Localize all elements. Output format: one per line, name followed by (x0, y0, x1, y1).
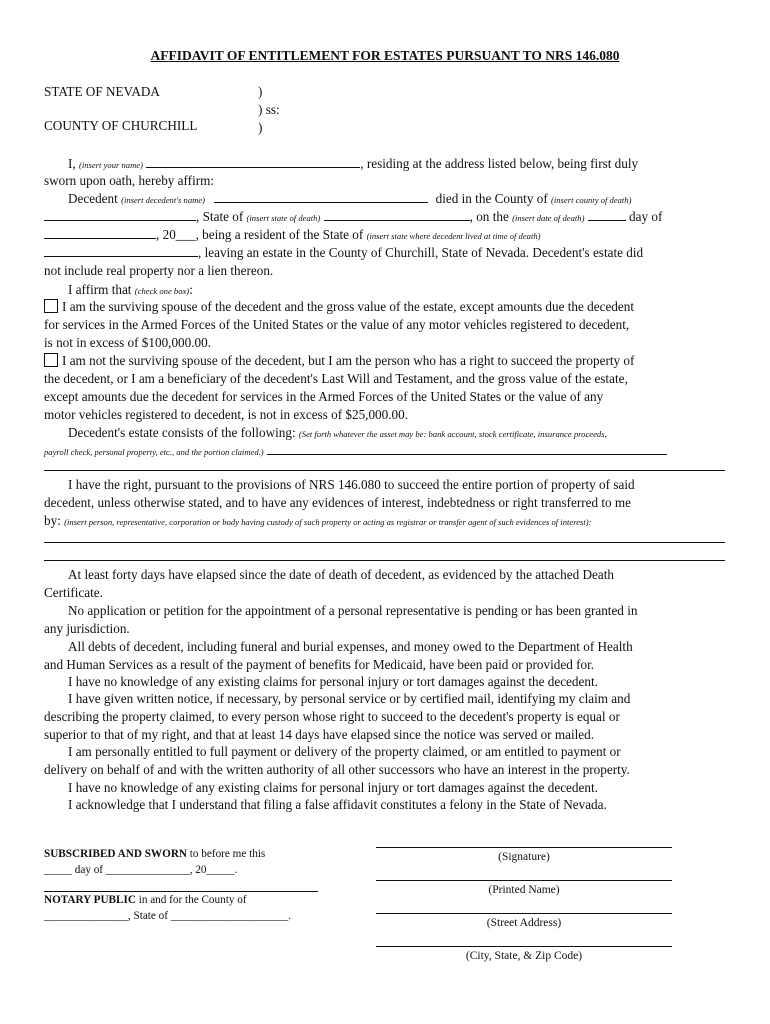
document-title: AFFIDAVIT OF ENTITLEMENT FOR ESTATES PURSUANT TO NRS 146.080 (150, 48, 620, 63)
statement-line: superior to that of my right, and that at least 14 days have elapsed since the notice was served or mailed. (44, 727, 595, 742)
decedent-line-1: Decedent (insert decedent's name) died in the County of (insert county of death) (68, 191, 632, 206)
intro-line-2: sworn upon oath, hereby affirm: (44, 173, 215, 188)
venue-paren-3: ) (258, 120, 263, 135)
statement-line: I have given written notice, if necessary, by personal service or by certified mail, identifying my claim and (68, 691, 631, 706)
assets-field-inline[interactable] (267, 443, 667, 455)
estate-line-2 (44, 442, 726, 461)
statement-line: All debts of decedent, including funeral and burial expenses, and money owed to the Department of Health (68, 639, 633, 654)
statement-line: and Human Services as a result of the payment of benefits for Medicaid, have been paid or provided for. (44, 657, 595, 672)
statement-line: delivery on behalf of and with the written authority of all other successors who have an interest in the property. (44, 762, 630, 777)
hint-custodian: (insert person, representative, corporation or body having custody of such property or acting as registrar or transfer agent of such evidences of interest): (64, 517, 592, 527)
street-address-label: (Street Address) (486, 917, 562, 929)
hint-decedent-name: (insert decedent's name) (121, 195, 206, 205)
right-line-1: I have the right, pursuant to the provisions of NRS 146.080 to succeed the entire portion of property of said (68, 477, 635, 492)
hint-county-death: (insert county of death) (551, 195, 632, 205)
assets-field-line[interactable] (44, 470, 725, 471)
venue-paren-1: ) (258, 84, 263, 99)
statement-line: I have no knowledge of any existing claims for personal injury or tort damages against the decedent. (68, 674, 598, 689)
statement-line: any jurisdiction. (44, 621, 130, 636)
signature-label: (Signature) (498, 851, 550, 863)
option-1-line-3: is not in excess of $100,000.00. (44, 335, 212, 350)
hint-assets: (Set forth whatever the asset may be: bank account, stock certificate, insurance proceeds, (298, 429, 607, 439)
option-1-line-1: I am the surviving spouse of the decedent and the gross value of the estate, except amounts due the decedent (44, 298, 726, 315)
right-line-2: decedent, unless otherwise stated, and to have any evidences of interest, indebtedness or right transferred to me (44, 495, 632, 510)
hint-state-lived: (insert state where decedent lived at time of death) (366, 231, 541, 241)
option-2-line-3: except amounts due the decedent for services in the Armed Forces of the United States or the value of any (44, 389, 604, 404)
estate-line-1: Decedent's estate consists of the following: (Set forth whatever the asset may be: bank account, stock certificate, insurance proceeds, (68, 425, 607, 440)
decedent-line-4: , leaving an estate in the County of Churchill, State of Nevada. Decedent's estate did (44, 244, 726, 261)
option-2-line-2: the decedent, or I am a beneficiary of the decedent's Last Will and Testament, and the gross value of the estate, (44, 371, 628, 386)
notary-public-line: NOTARY PUBLIC in and for the County of (44, 894, 247, 906)
custodian-field-line-1[interactable] (44, 542, 725, 543)
statement-line: I acknowledge that I understand that filing a false affidavit constitutes a felony in the State of Nevada. (68, 797, 607, 812)
your-name-field[interactable] (146, 156, 360, 168)
surviving-spouse-checkbox[interactable] (44, 299, 58, 313)
city-state-zip-label: (City, State, & Zip Code) (465, 950, 583, 962)
date-of-death-field[interactable] (588, 209, 626, 221)
statement-line: No application or petition for the appointment of a personal representative is pending or has been granted in (68, 603, 638, 618)
hint-date-death: (insert date of death) (512, 213, 585, 223)
county-of-death-field[interactable] (44, 209, 196, 221)
printed-name-field-line[interactable] (376, 880, 672, 881)
hint-check-one: (check one box) (134, 286, 190, 296)
statement-line: Certificate. (44, 585, 103, 600)
venue-county: COUNTY OF CHURCHILL (44, 118, 198, 133)
venue-state: STATE OF NEVADA (44, 84, 160, 99)
signature-field-line[interactable] (376, 847, 672, 848)
statement-line: At least forty days have elapsed since the date of death of decedent, as evidenced by the attached Death (68, 567, 614, 582)
decedent-line-2: , State of (insert state of death) , on the (insert date of death) day of (44, 208, 726, 227)
notary-signature-line[interactable] (44, 891, 318, 892)
statement-line: I have no knowledge of any existing claims for personal injury or tort damages against the decedent. (68, 780, 598, 795)
subscribed-line: SUBSCRIBED AND SWORN to before me this (44, 848, 266, 860)
statement-line: describing the property claimed, to every person whose right to succeed to the decedent's property is equal or (44, 709, 620, 724)
decedent-line-3: , 20___, being a resident of the State of (insert state where decedent lived at time of death) (44, 226, 726, 245)
city-state-zip-field-line[interactable] (376, 946, 672, 947)
affirm-line: I affirm that (check one box): (68, 282, 193, 297)
printed-name-label: (Printed Name) (488, 884, 560, 896)
hint-state-death: (insert state of death) (246, 213, 321, 223)
decedent-name-field[interactable] (214, 191, 428, 203)
state-of-death-field[interactable] (324, 209, 470, 221)
notary-day-line[interactable]: _____ day of _______________, 20_____. (44, 864, 238, 876)
option-2-line-4: motor vehicles registered to decedent, is not in excess of $25,000.00. (44, 407, 409, 422)
venue-ss: ) ss: (258, 102, 280, 117)
state-lived-field[interactable] (44, 245, 198, 257)
hint-assets-cont: payroll check, personal property, etc., and the portion claimed.) (44, 447, 264, 457)
hint-your-name: (insert your name) (79, 160, 143, 170)
street-address-field-line[interactable] (376, 913, 672, 914)
month-of-death-field[interactable] (44, 227, 156, 239)
not-surviving-spouse-checkbox[interactable] (44, 353, 58, 367)
intro-line-1: I, (insert your name) , residing at the address listed below, being first duly (68, 156, 639, 171)
option-1-line-2: for services in the Armed Forces of the United States or the value of any motor vehicles registered to decedent, (44, 317, 630, 332)
right-line-3: by: (insert person, representative, corporation or body having custody of such property or acting as registrar or transfer agent of such evidences of interest): (44, 513, 592, 528)
decedent-line-5: not include real property nor a lien thereon. (44, 263, 274, 278)
option-2-line-1: I am not the surviving spouse of the decedent, but I am the person who has a right to succeed the property of (44, 352, 726, 369)
custodian-field-line-2[interactable] (44, 560, 725, 561)
statement-line: I am personally entitled to full payment or delivery of the property claimed, or am entitled to payment or (68, 744, 621, 759)
notary-county-state-line[interactable]: _______________, State of _____________________. (44, 910, 292, 922)
